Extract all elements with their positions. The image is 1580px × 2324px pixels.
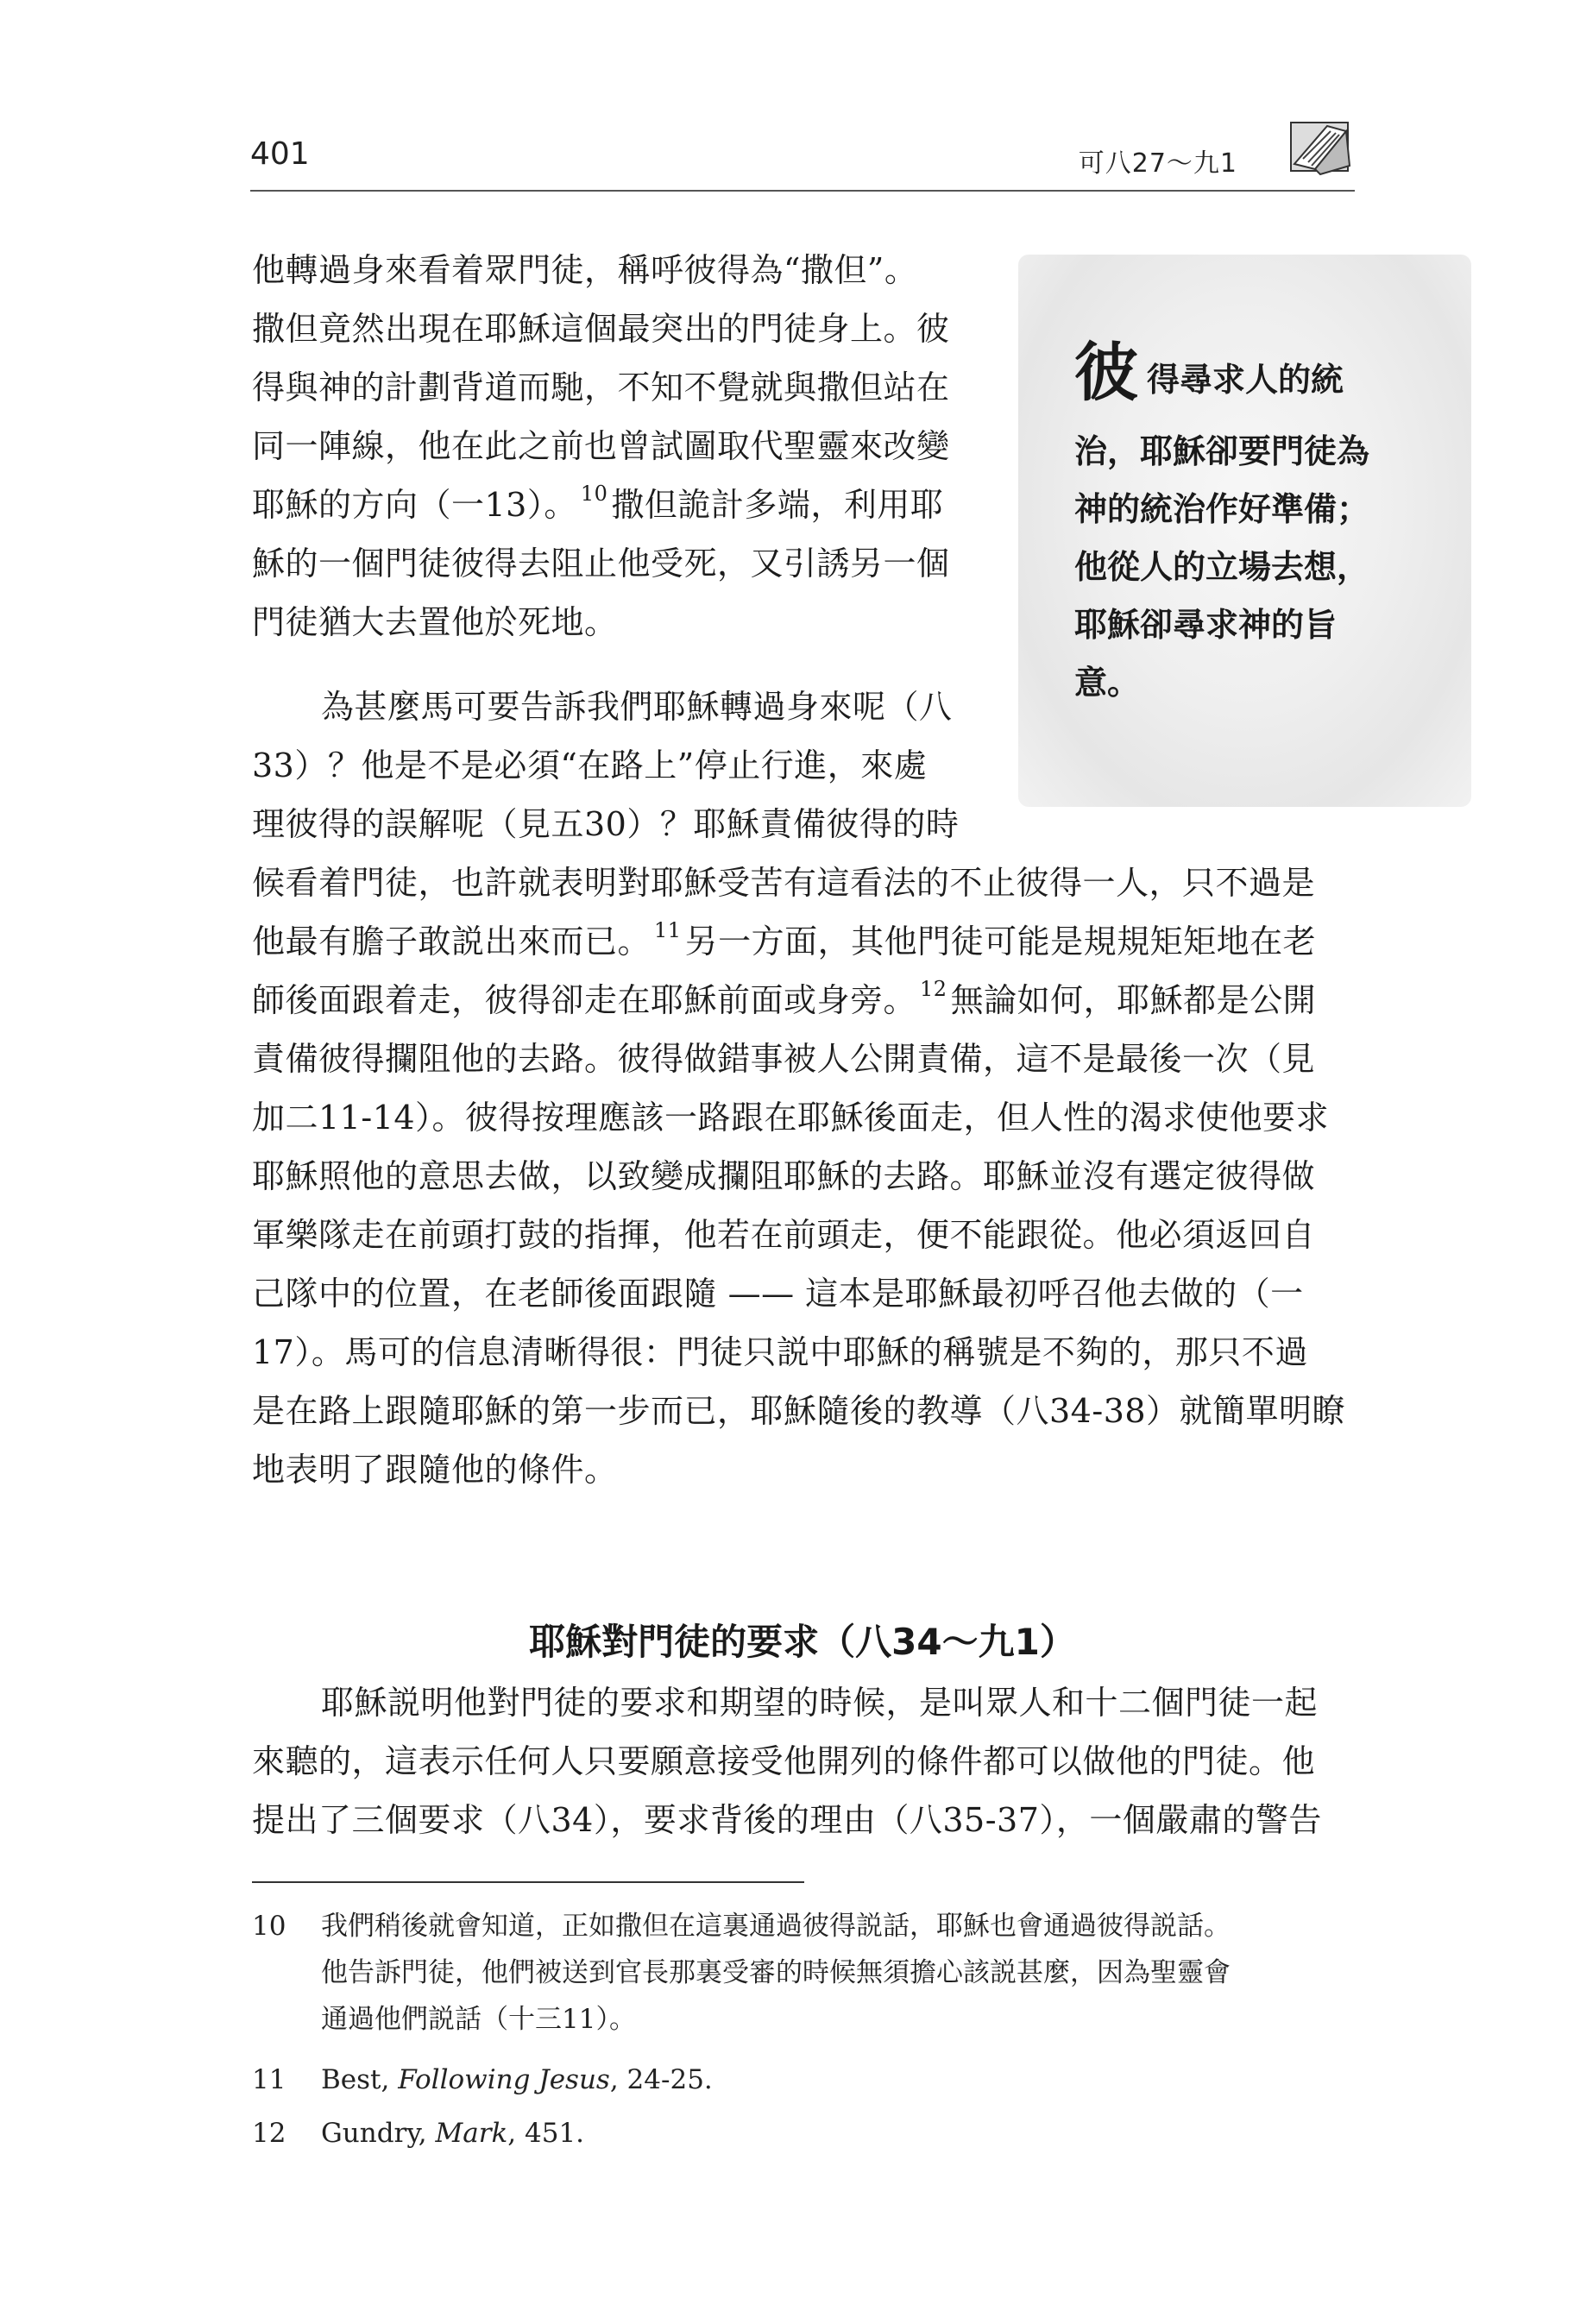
pull-quote-line: 耶穌卻尋求神的旨	[1074, 606, 1338, 644]
footnote-ref[interactable]: 11	[654, 918, 682, 942]
pull-quote-line: 治，耶穌卻要門徒為	[1074, 432, 1370, 470]
body-line: 師後面跟着走，彼得卻走在耶穌前面或身旁。 $^{12}$ 無論如何，耶穌都是公開	[252, 977, 1317, 1019]
body-line: 軍樂隊走在前頭打鼓的指揮，他若在前頭走，便不能跟從。他必須返回自	[252, 1216, 1316, 1254]
page-header	[250, 129, 1355, 192]
footnote-number: 11	[252, 2064, 286, 2095]
body-line: 33）？他是不是必須“在路上”停止行進，來處	[252, 746, 928, 784]
body-line: 門徒猶大去置他於死地。	[252, 603, 618, 641]
body-line: 他最有膽子敢説出來而已。 $^{11}$ 另一方面，其他門徒可能是規規矩矩地在老	[252, 918, 1317, 960]
body-line: 穌的一個門徒彼得去阻止他受死，又引誘另一個	[252, 545, 950, 583]
book-title: Following Jesus	[398, 2064, 610, 2095]
body-line: 是在路上跟隨耶穌的第一步而已，耶穌隨後的教導（八34-38）就簡單明瞭	[252, 1392, 1346, 1430]
body-line: 他轉過身來看着眾門徒，稱呼彼得為“撒但”。	[252, 251, 918, 289]
footnote-text: Best, Following Jesus, 24-25.	[321, 2064, 713, 2095]
body-line: 耶穌的方向（一13）。 $^{10}$ 撒但詭計多端，利用耶	[252, 482, 944, 524]
pull-quote-line: 意。	[1074, 664, 1141, 702]
body-line: 17）。馬可的信息清晰得很：門徒只説中耶穌的稱號是不夠的，那只不過	[252, 1333, 1308, 1371]
body-line: 提出了三個要求（八34），要求背後的理由（八35-37），一個嚴肅的警告	[252, 1801, 1322, 1839]
footnote-text: 通過他們説話（十三11）。	[321, 2004, 636, 2035]
footnote-number: 12	[252, 2118, 286, 2149]
body-line: 耶穌照他的意思去做，以致變成攔阻耶穌的去路。耶穌並沒有選定彼得做	[252, 1157, 1316, 1195]
footnote-rule	[252, 1881, 804, 1883]
book-icon	[1286, 114, 1355, 183]
footnote-ref[interactable]: 12	[920, 977, 947, 1001]
body-line: 責備彼得攔阻他的去路。彼得做錯事被人公開責備，這不是最後一次（見	[252, 1040, 1316, 1078]
pull-quote-line: 他從人的立場去想，	[1074, 548, 1370, 586]
footnote-ref[interactable]: 10	[580, 482, 608, 506]
body-line: 得與神的計劃背道而馳，不知不覺就與撒但站在	[252, 368, 950, 406]
page-number: 401	[250, 136, 310, 172]
pull-quote	[1018, 255, 1471, 807]
footnote-text: Gundry, Mark, 451.	[321, 2118, 585, 2149]
pull-quote-line: 神的統治作好準備；	[1074, 490, 1370, 528]
drop-cap: 彼	[1074, 336, 1138, 410]
pull-quote-line: 彼得尋求人的統	[1074, 336, 1344, 410]
body-line: 撒但竟然出現在耶穌這個最突出的門徒身上。彼	[252, 310, 950, 348]
running-head: 可八27～九1	[1078, 148, 1237, 179]
body-line: 己隊中的位置，在老師後面跟隨 —— 這本是耶穌最初呼召他去做的（一	[252, 1275, 1304, 1313]
section-heading: 耶穌對門徒的要求（八34～九1）	[529, 1621, 1076, 1663]
footnote-text: 我們稍後就會知道，正如撒但在這裏通過彼得説話，耶穌也會通過彼得説話。	[321, 1911, 1231, 1942]
body-line: 加二11-14）。彼得按理應該一路跟在耶穌後面走，但人性的渴求使他要求	[252, 1099, 1330, 1137]
footnote-text: 他告訴門徒，他們被送到官長那裏受審的時候無須擔心該説甚麼，因為聖靈會	[321, 1957, 1231, 1988]
footnote-number: 10	[252, 1911, 286, 1942]
body-line: 同一陣線，他在此之前也曾試圖取代聖靈來改變	[252, 427, 950, 465]
book-title: Mark	[435, 2118, 508, 2149]
body-line: 耶穌説明他對門徒的要求和期望的時候，是叫眾人和十二個門徒一起	[321, 1684, 1319, 1722]
body-line: 理彼得的誤解呢（見五30）？耶穌責備彼得的時	[252, 805, 960, 843]
body-line: 來聽的，這表示任何人只要願意接受他開列的條件都可以做他的門徒。他	[252, 1742, 1316, 1780]
body-line: 地表明了跟隨他的條件。	[252, 1451, 618, 1489]
body-line: 為甚麼馬可要告訴我們耶穌轉過身來呢（八	[321, 688, 953, 726]
body-line: 候看着門徒，也許就表明對耶穌受苦有這看法的不止彼得一人，只不過是	[252, 864, 1316, 902]
